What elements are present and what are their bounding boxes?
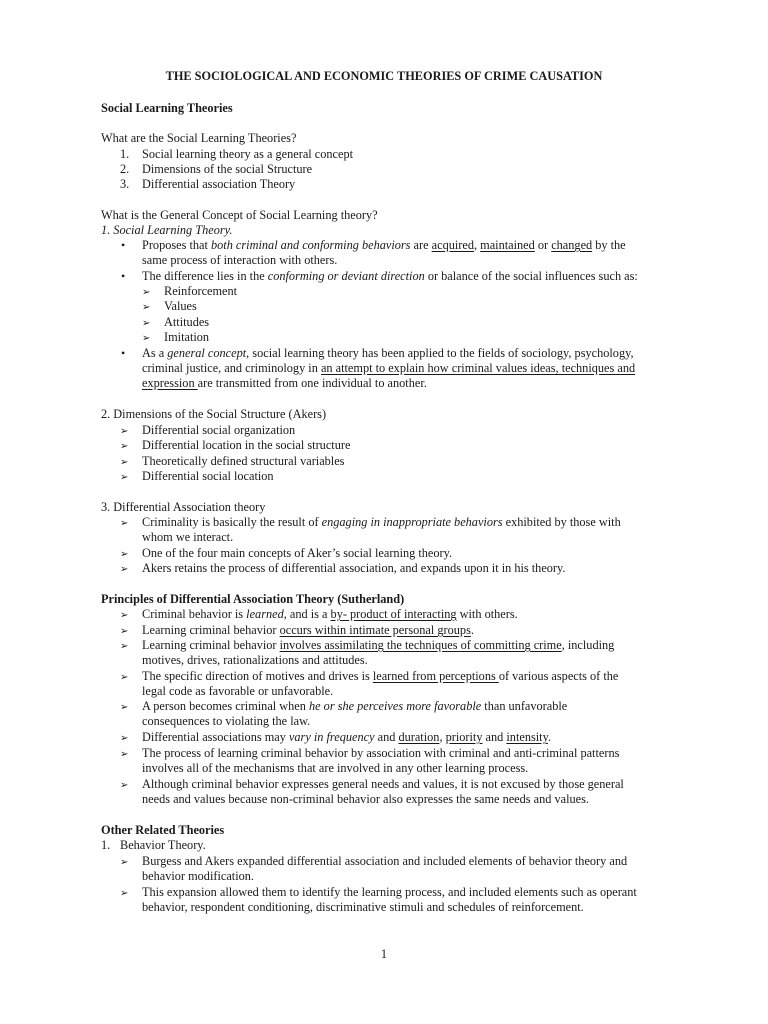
paragraph-line: Learning criminal behavior involves assimilating the techniques of committing crime, including	[142, 638, 615, 652]
section-heading: Other Related Theories	[101, 823, 225, 837]
list-item: Social learning theory as a general concept	[142, 147, 354, 161]
arrow-bullet-icon: ➢	[142, 287, 151, 298]
paragraph-line: whom we interact.	[142, 530, 234, 544]
list-number: 3.	[120, 177, 130, 191]
list-item: Behavior Theory.	[120, 838, 206, 852]
subheading: 1. Social Learning Theory.	[101, 223, 233, 237]
arrow-bullet-icon: ➢	[142, 333, 151, 344]
subheading: 2. Dimensions of the Social Structure (Akers)	[101, 407, 327, 421]
bullet-icon: •	[121, 238, 126, 252]
arrow-bullet-icon: ➢	[120, 733, 129, 744]
arrow-bullet-icon: ➢	[120, 549, 129, 560]
paragraph-line: consequences to violating the law.	[142, 714, 311, 728]
arrow-bullet-icon: ➢	[120, 626, 129, 637]
list-item: Differential social organization	[142, 423, 296, 437]
list-item: Dimensions of the social Structure	[142, 162, 313, 176]
arrow-bullet-icon: ➢	[120, 426, 129, 437]
arrow-bullet-icon: ➢	[142, 318, 151, 329]
list-number: 2.	[120, 162, 130, 176]
list-item: Differential social location	[142, 469, 274, 483]
arrow-bullet-icon: ➢	[120, 472, 129, 483]
paragraph-line: involves all of the mechanisms that are involved in any other learning process.	[142, 761, 529, 775]
list-item: Attitudes	[164, 315, 210, 329]
section-heading: Principles of Differential Association Theory (Sutherland)	[101, 592, 405, 606]
paragraph-line: behavior, respondent conditioning, discriminative stimuli and schedules of reinforcement.	[142, 900, 584, 914]
paragraph-line: Criminal behavior is learned, and is a by- product of interacting with others.	[142, 607, 518, 621]
arrow-bullet-icon: ➢	[120, 857, 129, 868]
arrow-bullet-icon: ➢	[120, 702, 129, 713]
page-number: 1	[380, 947, 388, 961]
paragraph-line: This expansion allowed them to identify the learning process, and included elements such as operant	[142, 885, 637, 899]
paragraph-line: The process of learning criminal behavior by association with criminal and anti-criminal patterns	[142, 746, 620, 760]
subheading: 3. Differential Association theory	[101, 500, 266, 514]
list-item: Differential association Theory	[142, 177, 296, 191]
section-heading: Social Learning Theories	[101, 101, 233, 115]
paragraph-line: Burgess and Akers expanded differential association and included elements of behavior theory and	[142, 854, 628, 868]
paragraph-line: The specific direction of motives and drives is learned from perceptions of various aspects of the	[142, 669, 619, 683]
question: What are the Social Learning Theories?	[101, 131, 297, 145]
list-item: Differential location in the social structure	[142, 438, 351, 452]
paragraph-line: Learning criminal behavior occurs within intimate personal groups.	[142, 623, 474, 637]
bullet-icon: •	[121, 346, 126, 360]
question: What is the General Concept of Social Learning theory?	[101, 208, 378, 222]
paragraph-line: A person becomes criminal when he or she perceives more favorable than unfavorable	[142, 699, 568, 713]
arrow-bullet-icon: ➢	[120, 457, 129, 468]
paragraph-line: As a general concept, social learning theory has been applied to the fields of sociology, psychology,	[142, 346, 634, 360]
paragraph-line: expression are transmitted from one individual to another.	[142, 376, 427, 390]
list-number: 1.	[120, 147, 130, 161]
paragraph-line: The difference lies in the conforming or deviant direction or balance of the social influences such as:	[142, 269, 638, 283]
paragraph-line: behavior modification.	[142, 869, 255, 883]
paragraph-line: criminal justice, and criminology in an attempt to explain how criminal values ideas, techniques and	[142, 361, 636, 375]
arrow-bullet-icon: ➢	[120, 888, 129, 899]
list-item: Values	[164, 299, 197, 313]
list-item: Reinforcement	[164, 284, 238, 298]
arrow-bullet-icon: ➢	[120, 780, 129, 791]
list-item: Theoretically defined structural variables	[142, 454, 345, 468]
list-item: Imitation	[164, 330, 210, 344]
paragraph-line: same process of interaction with others.	[142, 253, 338, 267]
arrow-bullet-icon: ➢	[120, 441, 129, 452]
paragraph-line: legal code as favorable or unfavorable.	[142, 684, 334, 698]
paragraph-line: needs and values because non-criminal behavior also expresses the same needs and values.	[142, 792, 589, 806]
document-title: THE SOCIOLOGICAL AND ECONOMIC THEORIES OF CRIME CAUSATION	[165, 69, 603, 83]
arrow-bullet-icon: ➢	[120, 610, 129, 621]
paragraph-line: motives, drives, rationalizations and attitudes.	[142, 653, 368, 667]
paragraph-line: Proposes that both criminal and conforming behaviors are acquired, maintained or changed by the	[142, 238, 626, 252]
paragraph-line: Differential associations may vary in frequency and duration, priority and intensity.	[142, 730, 552, 744]
arrow-bullet-icon: ➢	[142, 302, 151, 313]
paragraph-line: Criminality is basically the result of engaging in inappropriate behaviors exhibited by those with	[142, 515, 621, 529]
bullet-icon: •	[121, 269, 126, 283]
arrow-bullet-icon: ➢	[120, 672, 129, 683]
arrow-bullet-icon: ➢	[120, 518, 129, 529]
list-item: One of the four main concepts of Aker’s social learning theory.	[142, 546, 453, 560]
list-item: Akers retains the process of differential association, and expands upon it in his theory.	[142, 561, 566, 575]
arrow-bullet-icon: ➢	[120, 641, 129, 652]
arrow-bullet-icon: ➢	[120, 564, 129, 575]
list-number: 1.	[101, 838, 111, 852]
arrow-bullet-icon: ➢	[120, 749, 129, 760]
paragraph-line: Although criminal behavior expresses general needs and values, it is not excused by those general	[142, 777, 624, 791]
